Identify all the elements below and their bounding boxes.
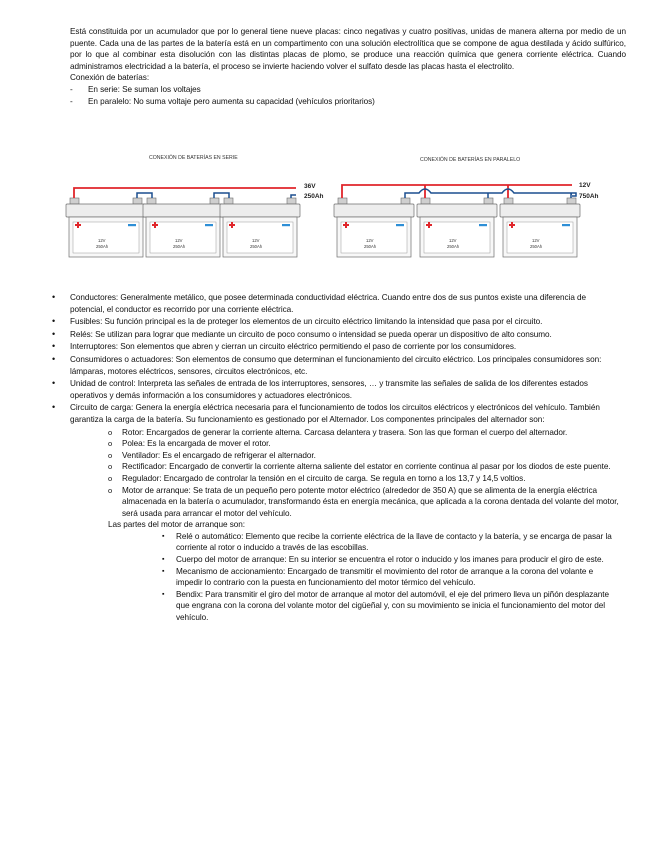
battery-capacity-label: 250Ah <box>173 244 186 249</box>
battery-voltage-label: 12V <box>532 238 540 243</box>
list-item: - En serie: Se suman los voltajes <box>70 84 626 96</box>
list-item: ▪ Mecanismo de accionamiento: Encargado de transmitir el movimiento del rotor de arranque a la corona del volante e impedir lo contrario con la puesta en funcionamiento del motor térmico del vehículo. <box>162 566 620 589</box>
starter-parts-list <box>122 531 620 624</box>
intro-section <box>70 26 626 107</box>
alternator-parts-list <box>70 427 620 624</box>
components-list <box>48 292 620 624</box>
battery-voltage-label: 12V <box>252 238 260 243</box>
serie-link-wire <box>137 193 152 198</box>
list-item: ▪ Relé o automático: Elemento que recibe la corriente eléctrica de la llave de contacto y la batería, y se encarga de pasar la corriente al rotor o inducido a través de las escobillas. <box>162 531 620 554</box>
battery-capacity-label: 250Ah <box>447 244 460 249</box>
list-item: - En paralelo: No suma voltaje pero aumenta su capacidad (vehículos prioritarios) <box>70 96 626 108</box>
paralelo-output-capacity: 750Ah <box>579 193 599 200</box>
paralelo-positive-wire <box>342 185 572 198</box>
components-section <box>48 292 620 625</box>
serie-positive-wire <box>74 188 296 198</box>
battery-capacity-label: 250Ah <box>364 244 377 249</box>
list-item: • Interruptores: Son elementos que abren y cierran un circuito eléctrico permitiendo el paso de corriente por los consumidores. <box>48 341 620 353</box>
battery-capacity-label: 250Ah <box>250 244 263 249</box>
list-item: o Polea: Es la encargada de mover el rotor. <box>108 438 620 450</box>
list-item-starter-motor <box>108 485 620 624</box>
paralelo-output-voltage: 12V <box>579 182 591 189</box>
serie-link-wire <box>214 193 229 198</box>
starter-motor-text: Motor de arranque: Se trata de un pequeño pero potente motor eléctrico (alrededor de 350 A) que se alimenta de la energía eléctrica almacenada en la batería o acumulador, transformando ésta en energía mecánica, que aplicada a la corona dentada del volante del motor, será usada para arrancar el motor del vehículo. <box>122 485 619 518</box>
list-item: o Ventilador: Es el encargado de refrigerar el alternador. <box>108 450 620 462</box>
paralelo-negative-wire <box>405 189 576 198</box>
list-item: o Regulador: Encargado de controlar la tensión en el circuito de carga. Se regula en torno a los 13,7 y 14,5 voltios. <box>108 473 620 485</box>
battery-capacity-label: 250Ah <box>530 244 543 249</box>
serie-output-capacity: 250Ah <box>304 193 324 200</box>
serie-figure-title: CONEXIÓN DE BATERÍAS EN SERIE <box>149 155 238 161</box>
list-item: o Rectificador: Encargado de convertir la corriente alterna saliente del estator en corriente continua al pasar por los diodos de este puente. <box>108 461 620 473</box>
serie-negative-wire <box>291 195 296 198</box>
list-item: • Relés: Se utilizan para lograr que mediante un circuito de poco consumo o intensidad se pueda operar un dispositivo de alto consumo. <box>48 329 620 341</box>
intro-paragraph: Está constituida por un acumulador que por lo general tiene nueve placas: cinco negativas y cuatro positivas, unidas de manera alterna por medio de un puente. Cada una de las partes de la batería está en un compartimento con una solución electrolítica que se compone de agua destilada y ácido sulfúrico, por lo que al combinar esta disolución con las distintas placas de plomo, se produce una reacción química que genera corriente eléctrica. Cuando administramos electricidad a la batería, el proceso se invierte haciendo volver el sulfato desde las placas hasta el electrolito. <box>70 27 626 71</box>
list-item-charging-circuit <box>48 402 620 623</box>
serie-output-voltage: 36V <box>304 183 316 190</box>
list-item: o Rotor: Encargados de generar la corriente alterna. Carcasa delantera y trasera. Son las que forman el cuerpo del alternador. <box>108 427 620 439</box>
battery-connection-figures <box>64 152 609 262</box>
list-item: • Conductores: Generalmente metálico, que posee determinada conductividad eléctrica. Cuando entre dos de sus puntos existe una diferencia de potencial, el conductor es recorrido por una corriente eléctrica. <box>48 292 620 315</box>
list-item: • Unidad de control: Interpreta las señales de entrada de los interruptores, sensores, … y transmite las señales de salida de los diferentes estados operativos y demás información a los consumidores y actuadores electrónicos. <box>48 378 620 401</box>
battery-voltage-label: 12V <box>98 238 106 243</box>
charging-circuit-text: Circuito de carga: Genera la energía eléctrica necesaria para el funcionamiento de todos los circuitos eléctricos y electrónicos del vehículo. También garantiza la carga de la batería. Su funcionamiento es gestionado por el Alternador. Los componentes principales del alternador son: <box>70 403 600 424</box>
connection-types-list <box>70 84 626 107</box>
battery-voltage-label: 12V <box>366 238 374 243</box>
list-item: • Consumidores o actuadores: Son elementos de consumo que determinan el funcionamiento del circuito eléctrico. Los principales consumidores son: lámparas, motores eléctricos, sensores, circuitos electrónicos, etc. <box>48 354 620 377</box>
starter-parts-heading: Las partes del motor de arranque son: <box>108 520 245 530</box>
list-item: • Fusibles: Su función principal es la de proteger los elementos de un circuito eléctrico limitando la intensidad que pasa por el circuito. <box>48 316 620 328</box>
battery-voltage-label: 12V <box>449 238 457 243</box>
list-item: ▪ Cuerpo del motor de arranque: En su interior se encuentra el rotor o inducido y los imanes para producir el giro de este. <box>162 554 620 566</box>
list-item: ▪ Bendix: Para transmitir el giro del motor de arranque al motor del automóvil, el eje del primero lleva un piñón desplazante que engrana con la corona del volante motor del cigüeñal y, con su movimiento se inicia el funcionamiento del motor del vehículo. <box>162 589 620 624</box>
battery-voltage-label: 12V <box>175 238 183 243</box>
paralelo-positive-branch <box>425 185 508 198</box>
battery-capacity-label: 250Ah <box>96 244 109 249</box>
battery-connection-heading: Conexión de baterías: <box>70 73 150 83</box>
paralelo-figure-title: CONEXIÓN DE BATERÍAS EN PARALELO <box>420 157 521 163</box>
